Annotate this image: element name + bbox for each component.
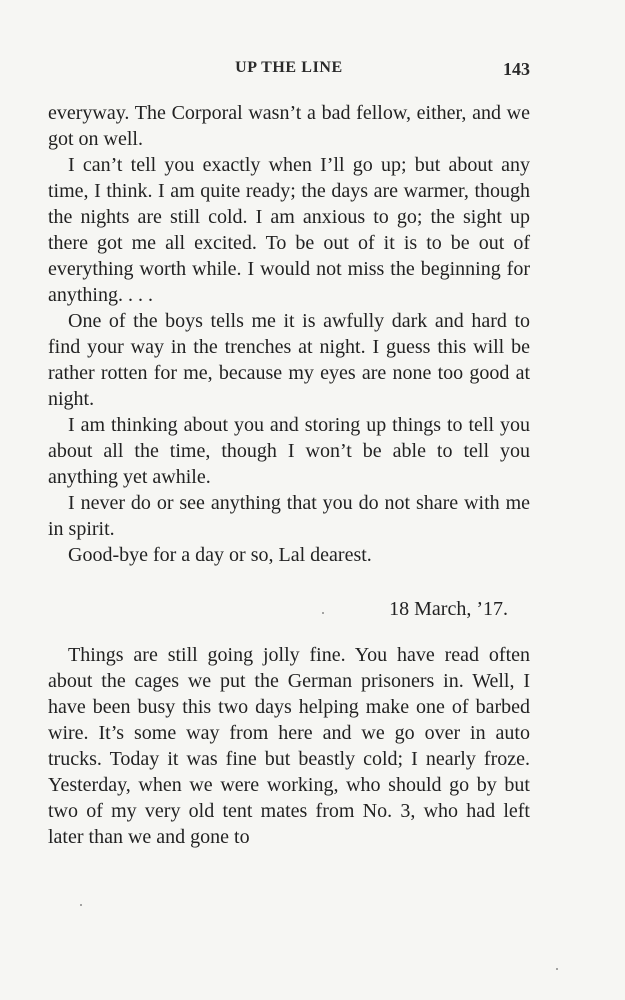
paper-speck bbox=[556, 968, 558, 970]
paragraph: I can’t tell you exactly when I’ll go up; but about any time, I think. I am quite ready; the days are warmer, though the nights are still cold. I am anxious to go; the sight up there got me all excited. To be out of it is to be out of everything worth while. I would not miss the beginning for anything. . . . bbox=[48, 154, 530, 306]
running-title: UP THE LINE bbox=[235, 59, 343, 76]
running-head bbox=[48, 59, 530, 83]
paper-speck bbox=[322, 612, 324, 614]
page-number: 143 bbox=[503, 59, 530, 79]
paragraph: Good-bye for a day or so, Lal dearest. bbox=[68, 544, 372, 566]
paragraph: One of the boys tells me it is awfully dark and hard to find your way in the trenches at night. I guess this will be rather rotten for me, because my eyes are none too good at night. bbox=[48, 310, 530, 410]
paragraph: I am thinking about you and storing up things to tell you about all the time, though I won’t be able to tell you anything yet awhile. bbox=[48, 414, 530, 488]
paragraph: everyway. The Corporal wasn’t a bad fellow, either, and we got on well. bbox=[48, 102, 530, 150]
body-text bbox=[48, 100, 530, 850]
paragraph: Things are still going jolly fine. You have read often about the cages we put the German prisoners in. Well, I have been busy this two days helping make one of barbed wire. It’s some way from here and we go over in auto trucks. Today it was fine but beastly cold; I nearly froze. Yesterday, when we were working, who should go by but two of my very old tent mates from No. 3, who had left later than we and gone to bbox=[48, 644, 530, 848]
paper-speck bbox=[80, 904, 82, 906]
letter-dateline: 18 March, ’17. bbox=[389, 598, 508, 620]
paragraph: I never do or see anything that you do not share with me in spirit. bbox=[48, 492, 530, 540]
